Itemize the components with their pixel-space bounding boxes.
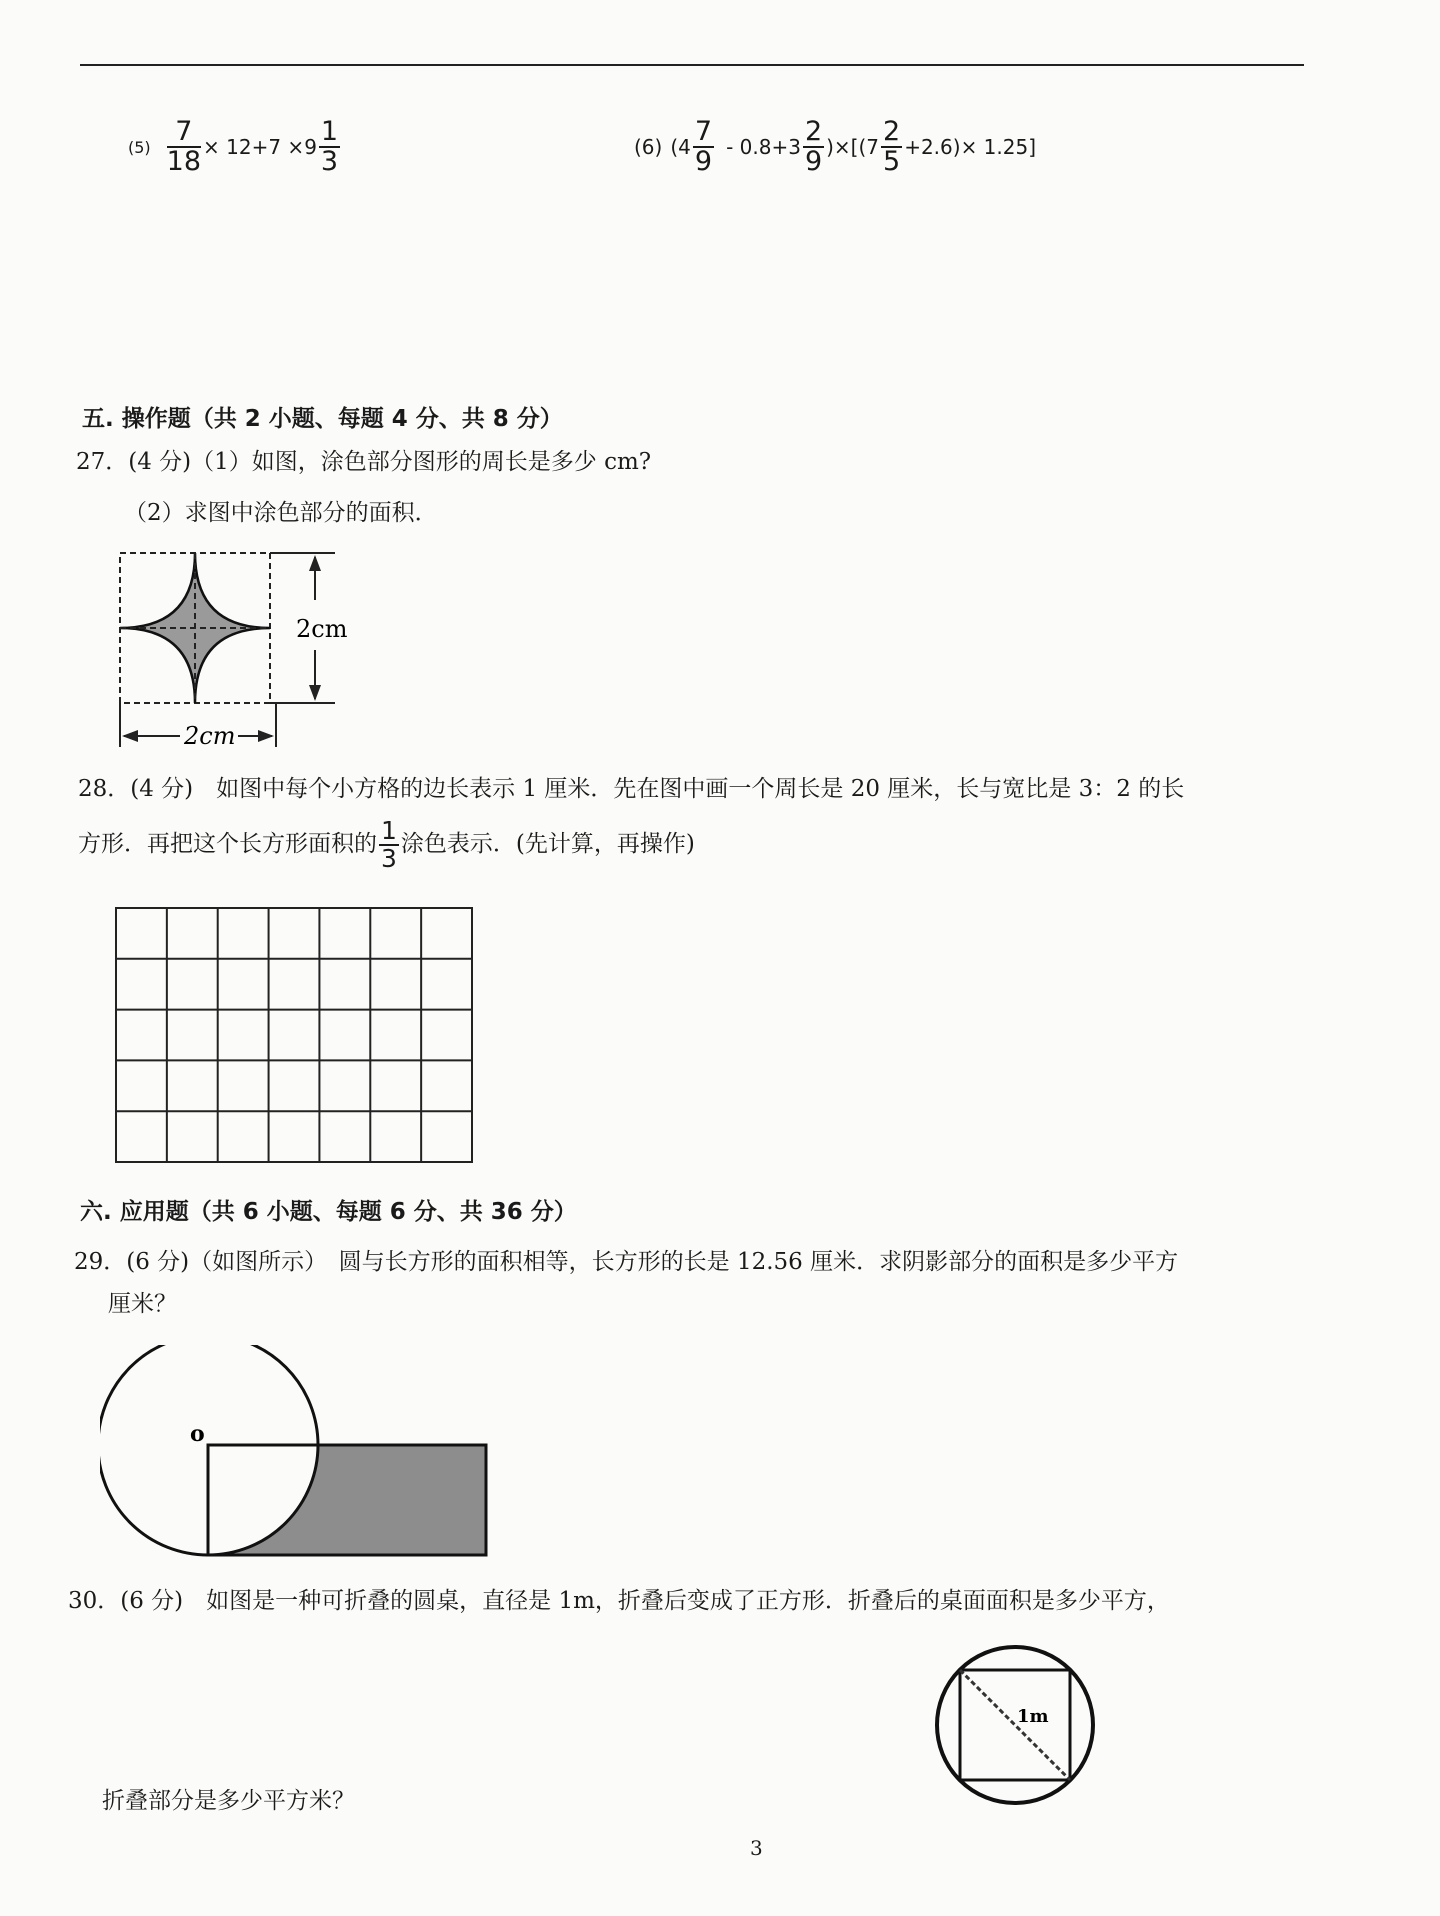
calc-label: (6) <box>634 135 663 160</box>
fraction: $\frac{2}{9}$ <box>804 116 823 178</box>
q27-horizontal-label: 2cm <box>184 722 236 750</box>
q29-line1: 29．(6 分)（如图所示） 圆与长方形的面积相等，长方形的长是 12.56 厘米．求阴影部分的面积是多少平方 <box>74 1249 1179 1275</box>
q29-circle-rectangle-figure <box>100 1345 500 1565</box>
q29-center-label: o <box>190 1421 205 1447</box>
q30-round-table-figure <box>930 1640 1100 1810</box>
section-5-title: 五. 操作题（共 2 小题、每题 4 分、共 8 分） <box>82 406 563 432</box>
fraction: $\frac{2}{5}$ <box>883 116 901 178</box>
q27-line1: 27．(4 分)（1）如图，涂色部分图形的周长是多少 cm? <box>76 449 652 475</box>
q29-line2: 厘米？ <box>108 1291 177 1317</box>
q28-line2: 方形．再把这个长方形面积的 $\frac{1}{3}$ 涂色表示．(先计算，再操作) <box>78 816 695 874</box>
q28-square-grid <box>114 906 476 1166</box>
calc-problem-5: (5) $\frac{7}{18}$ × 12+7 ×9 $\frac{1}{3}$ <box>128 116 339 178</box>
fraction: $\frac{7}{9}$ <box>694 116 713 178</box>
q30-line2: 折叠部分是多少平方米？ <box>102 1788 355 1814</box>
q30-line1: 30．(6 分) 如图是一种可折叠的圆桌，直径是 1m，折叠后变成了正方形．折叠后的桌面面积是多少平方， <box>68 1588 1170 1614</box>
q27-vertical-label: 2cm <box>296 615 348 643</box>
fraction: $\frac{7}{18}$ <box>166 116 202 178</box>
top-rule <box>80 64 1304 66</box>
q27-star-figure <box>110 545 360 755</box>
page-number: 3 <box>750 1836 763 1860</box>
q28-line1: 28．(4 分) 如图中每个小方格的边长表示 1 厘米．先在图中画一个周长是 20 厘米，长与宽比是 3：2 的长 <box>78 776 1185 802</box>
fraction: $\frac{1}{3}$ <box>381 816 397 874</box>
q27-line2: （2）求图中涂色部分的面积． <box>124 500 438 526</box>
calc-label: (5) <box>128 137 151 157</box>
section-6-title: 六. 应用题（共 6 小题、每题 6 分、共 36 分） <box>80 1199 577 1225</box>
q30-diagonal-label: 1m <box>1017 1706 1049 1727</box>
fraction: $\frac{1}{3}$ <box>320 116 339 178</box>
calc-problem-6: (6) (4 $\frac{7}{9}$ - 0.8+3 $\frac{2}{9}$ )×[(7 $\frac{2}{5}$ +2.6)× 1.25] <box>634 116 1037 178</box>
